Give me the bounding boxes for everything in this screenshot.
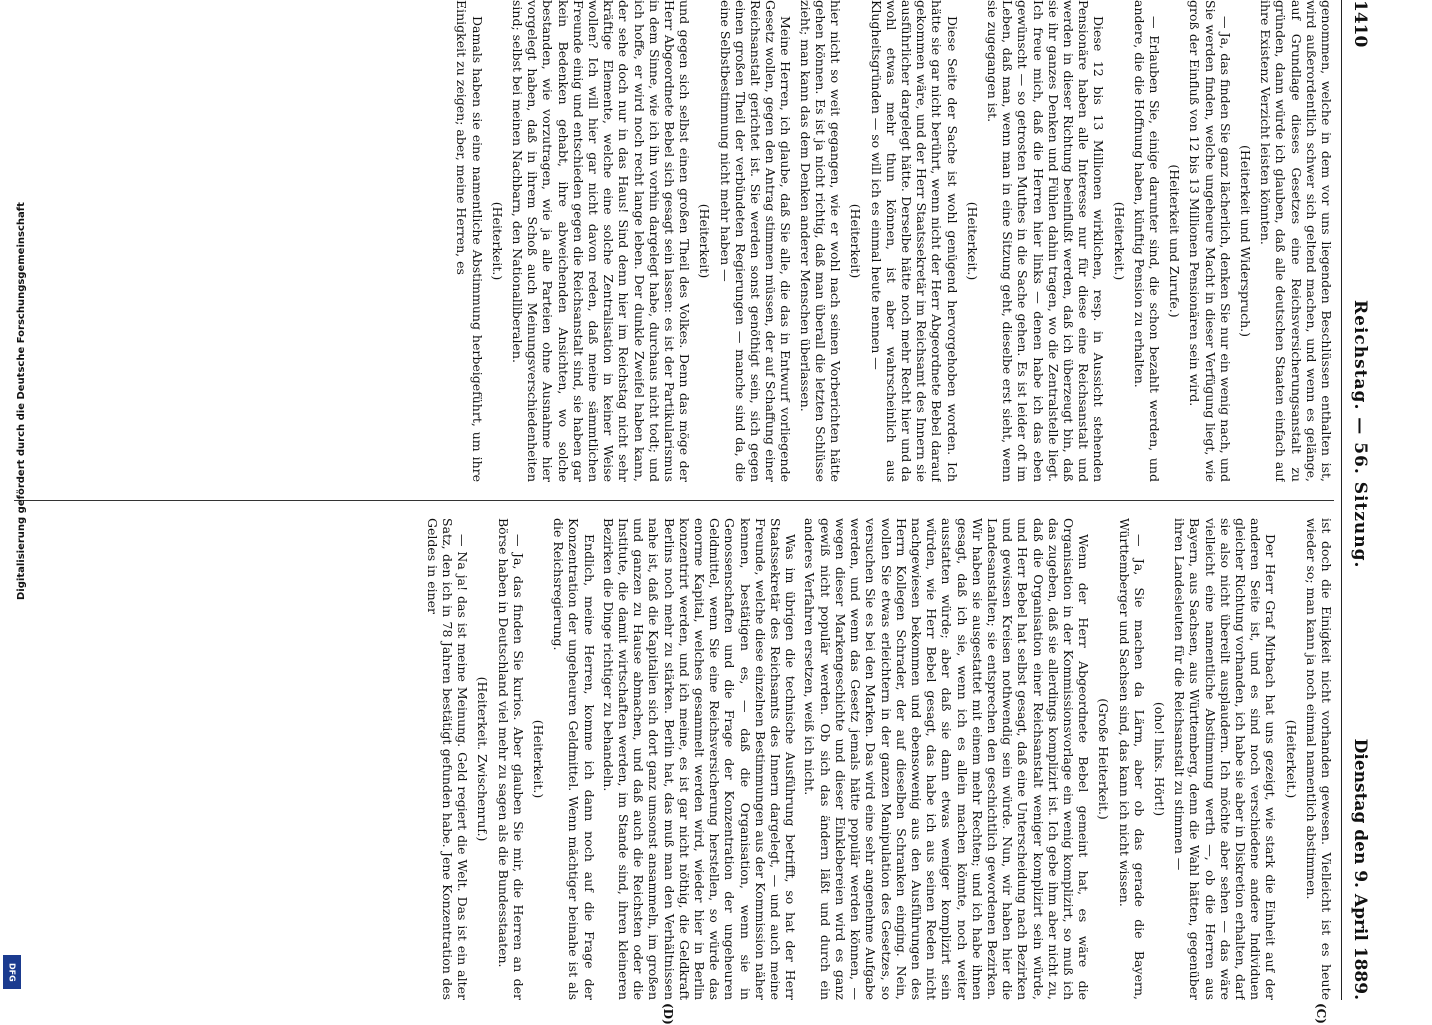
paragraph: Meine Herren, ich glaube, daß Sie alle, die das in Entwurf vorliegende Gesetz wollen, gegen den Antrag stimmen müssen, der auf Schaffung einer Reichsanstalt gerichtet ist. Sie werden sonst genöthigt sein, sich gegen einen großen Theil der verbündeten Regierungen — manche sind da, die eine Selbstbestimmung nicht mehr haben —: [717, 0, 794, 482]
header-date: Dienstag den 9. April 1889.: [1350, 738, 1370, 1000]
interjection: (Heiterkeit und Widerspruch.): [1237, 145, 1253, 337]
header-rule: [1341, 0, 1342, 1000]
margin-mark-c: (C): [1314, 1003, 1328, 1024]
paragraph: Wenn der Herr Abgeordnete Bebel gemeint hat, es wäre die Organisation in der Kommissionsvorlage ein wenig komplizirt, so muß ich das zugeben, daß sie allerdings komplizirt ist. Ich gebe ihm aber nicht zu, daß die Organisation einer Reichsanstalt weniger komplizirt sein würde, und Herr Bebel hat selbst gesagt, daß eine Unterscheidung nach Bezirken und gewissen Kreisen nothwendig sein würde. Nun, wir haben hier die Landesanstalten; sie entsprechen den geschichtlich gewordenen Bezirken. Wir haben sie ausgestattet mit einem mehr Rechten; und ich habe ihnen gesagt, daß ich sie, wenn ich es allein machen könnte, noch weiter ausstatten würde; aber daß sie dann etwas weniger komplizirt sein würden, wie Herr Bebel gesagt, das habe ich aus seinen Reden nicht nachgewiesen bekommen und ebensowenig aus den Ausführungen des Herrn Kollegen Schrader, der auf dieselben Schranken einging. Nein, wollen Sie etwas erleichtern in der ganzen Manipulation des Gesetzes, so versuchen Sie es bei den Marken. Das wird eine sehr angenehme Aufgabe werden, und wenn das Gesetz jemals hätte populär werden können, — wegen dieser Markengeschichte und dieser Einklebereien wird es ganz gewiß nicht populär werden. Ob sich das ändern läßt und durch ein anderes Verfahren ersetzen, weiß ich nicht.: [802, 518, 1092, 1000]
funding-note-text: Digitalisierung gefördert durch die Deutsche Forschungsgemeinschaft: [16, 202, 27, 600]
page-title: Reichstag. — 56. Sitzung.: [1350, 300, 1370, 569]
interjection: (Heiterkeit.): [964, 201, 980, 281]
paragraph: Diese 12 bis 13 Millionen wirklichen, resp. in Aussicht stehenden Pensionäre haben alle Interesse nur für diese eine Reichsanstalt und werden in dieser Richtung beeinflußt werden, daß ich überzeugt bin, daß sie ihr ganzes Denken und Fühlen dahin tragen, wo die Zentralstelle liegt. Ich freue mich, daß die Herren hier links — denen habe ich das eben gewünscht — so getrosten Muthes in die Sache gehen. Es ist leider oft im Leben, daß man, wenn man in eine Sitzung geht, dieselbe erst sieht, wenn sie zugegangen ist.: [984, 0, 1107, 482]
running-header: [1346, 0, 1370, 1000]
paragraph: ist doch die Einigkeit nicht vorhanden gewesen. Vielleicht ist es heute wieder so; man kann ja noch einmal namentlich abstimmen.: [1303, 518, 1334, 1000]
dfg-logo: DFG: [3, 955, 21, 989]
interjection: (oho! links. Hört!): [1151, 701, 1167, 817]
paragraph: — Ja, das finden Sie ganz lächerlich, denken Sie nur ein wenig nach, und Sie werden finden, welche ungeheure Macht in dieser Verfügung liegt, wie groß der Einfluß von 12 bis 13 Millionen Pensionären sein wird.: [1187, 0, 1233, 482]
interjection: (Heiterkeit.): [489, 201, 505, 281]
paragraph: — Na ja! das ist meine Meinung. Geld regiert die Welt. Das ist ein alter Satz, den ich in 78 Jahren bestätigt gefunden habe. Jene Konzentration des Geldes in einer: [424, 518, 471, 1000]
paragraph: — Erlauben Sie, einige darunter sind, die schon bezahlt werden, und andere, die die Hoffnung haben, künftig Pension zu erhalten.: [1131, 0, 1162, 482]
paragraph: — Ja, Sie machen da Lärm, aber ob das gerade die Bayern, Württemberger und Sachsen sind, das kann ich nicht wissen.: [1116, 518, 1147, 1000]
interjection: (Große Heiterkeit.): [1096, 698, 1112, 820]
column-divider: [14, 500, 1334, 501]
page-number: 1410: [1350, 0, 1370, 48]
paragraph: Diese Seite der Sache ist wohl genügend hervorgehoben worden. Ich hätte sie gar nicht berührt, wenn nicht der Herr Abgeordnete Bebel darauf gekommen wäre, und der Herr Staatssekretär im Reichsamt des Innern sie ausführlicher dargelegt hätte. Derselbe hätte noch mehr Recht hier und da wohl etwas mehr thun können, ist aber wahrscheinlich aus Klugheitsgründen — so will ich es einmal heute nennen —: [868, 0, 960, 482]
digitization-note: [0, 0, 27, 1000]
paragraph: Damals haben sie eine namentliche Abstimmung herbeigeführt, um ihre Einigkeit zu zeigen; aber, meine Herren, es: [454, 0, 485, 482]
right-text-column: [4, 518, 1334, 1000]
paragraph: Der Herr Graf Mirbach hat uns gezeigt, wie stark die Einheit auf der anderen Seite ist, und es sind noch verschiedene andere Individuen gleicher Richtung vorhanden, ich habe sie aber in Diskretion erhalten, darf sie also nicht übereilt ausplaudern. Ich möchte aber sehen — das wäre vielleicht eine namentliche Abstimmung werth —, ob die Herren aus Bayern, aus Sachsen, aus Württemberg, denn die Wahl hätten, gegenüber ihren Landesleuten für die Reichsanstalt zu stimmen —: [1172, 518, 1279, 1000]
interjection: (Heiterkeit.): [1283, 719, 1299, 799]
interjection: (Heiterkeit.): [531, 719, 547, 799]
interjection: (Heiterkeit): [697, 203, 713, 279]
interjection: (Heiterkeit): [848, 203, 864, 279]
paragraph: und gegen sich selbst einen großen Theil des Volkes. Denn das möge der Herr Abgeordnete Bebel sich gesagt sein lassen: es ist der Partikularismus in dem Sinne, wie ich ihn vorhin dargelegt habe, durchaus nicht todt; und ich hoffe, er wird noch recht lange leben. Der dunkle Zweifel haben kann, der sehe doch nur in das Haus! Sind denn hier im Reichstag nicht sehr kräftige Elemente, welche eine solche Zentralisation in keiner Weise wollen? Ich will hier gar nicht davon reden, daß meine sämmtlichen Freunde einig und entschieden gegen die Reichsanstalt sind, sie haben gar kein Bedenken gehabt, ihre abweichenden Ansichten, wo solche bestanden, wie vorzutragen, wie ja alle Parteien ohne Ausnahme hier vorgelegt haben, daß in ihrem Schoß auch Meinungsverschiedenheiten sind; selbst bei meinen Nachbarn, den Nationalliberalen.: [510, 0, 693, 482]
interjection: (Heiterkeit.): [1111, 201, 1127, 281]
paragraph: hier nicht so weit gegangen, wie er wohl nach seinen Vorberichten hätte gehen können. Es ist ja nicht richtig, daß man überall die letzten Schlüsse zieht; man kann das dem Denken anderer Menschen überlassen.: [797, 0, 844, 482]
left-text-column: [4, 0, 1334, 482]
paragraph: Was im übrigen die technische Ausführung betrifft, so hat der Herr Staatssekretär des Reichsamts des Innern dargelegt, — und auch meine Freunde, welche diese einzelnen Bestimmungen aus der Kommission näher kennen, bestätigen es, — daß die Organisation, wenn sie in Genossenschaften und die Frage der Konzentration der ungeheuren Geldmittel, wenn Sie eine Reichsversicherung herstellen, so würde das enorme Kapital, welches gesammelt werden wird, wieder hier in Berlin konzentrirt werden, und ich meine, es ist gar nicht nöthig, die Geldkraft Berlins noch mehr zu stärken. Berlin hat, das muß man den Verhältnissen nahe ist, daß die Kapitalien sich dort ganz umsonst ansammeln, im großen und ganzen zu Hause abmachen, und daß auch die Reichsten oder die Institute, die damit wirtschaften werden, im Stande sind, ihren kleineren Bezirken die Dinge richtiger zu behandeln.: [600, 518, 799, 1000]
margin-mark-d: (D): [661, 1003, 675, 1025]
paragraph: genommen, welche in dem vor uns liegenden Beschlüssen enthalten ist, wird außerordentlich schwer sich geltend machen, und wenn es gelänge, auf Grundlage dieses Gesetzes eine Reichsversicherungsanstalt zu gründen, dann würde ich glauben, daß alle deutschen Staaten einfach auf ihre Existenz Verzicht leisten könnten.: [1258, 0, 1334, 482]
paragraph: — Ja, das finden Sie kurios. Aber glauben Sie mir, die Herren an der Börse haben in Deutschland viel mehr zu sagen als die Bundesstaaten.: [495, 518, 526, 1000]
interjection: (Heiterkeit und Zurufe.): [1167, 164, 1183, 318]
paragraph: Endlich, meine Herren, komme ich dann noch auf die Frage der Konzentration der ungeheuren Geldmittel. Wenn mächtiger beinahe ist als die Reichsregierung.: [551, 518, 597, 1000]
interjection: (Heiterkeit. Zwischenruf.): [475, 676, 491, 842]
